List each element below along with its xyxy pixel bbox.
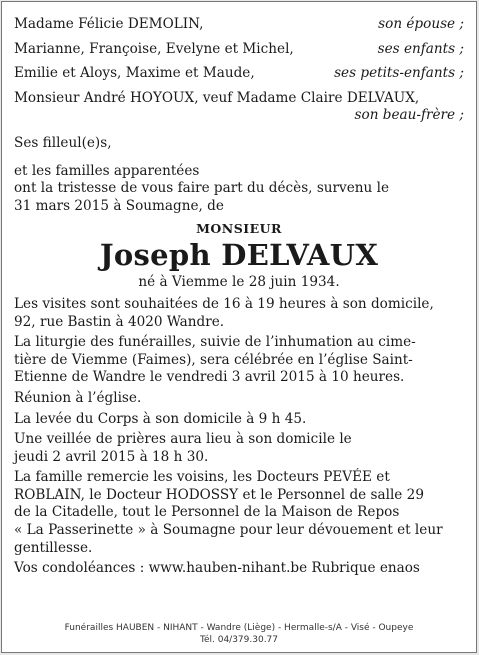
paragraph-line: La famille remercie les voisins, les Docteurs PEVÉE et xyxy=(14,469,390,486)
family-name: Monsieur André HOYOUX, veuf Madame Claire DELVAUX, xyxy=(14,89,420,106)
obituary-notice xyxy=(1,1,477,653)
funeral-home-footer xyxy=(2,622,476,646)
paragraph-thanks xyxy=(14,469,464,557)
footer-address: Funérailles HAUBEN - NIHANT - Wandre (Liège) - Hermalle-s/A - Visé - Oupeye xyxy=(64,623,414,633)
paragraph-line: Les visites sont souhaitées de 16 à 19 heures à son domicile, xyxy=(14,295,434,312)
paragraph-line: 92, rue Bastin à 4020 Wandre. xyxy=(14,313,225,330)
family-role: ses petits-enfants ; xyxy=(334,65,464,82)
paragraph-line: gentillesse. xyxy=(14,539,93,556)
deceased-birth: né à Viemme le 28 juin 1934. xyxy=(138,274,340,291)
paragraph-line: « La Passerinette » à Soumagne pour leur dévouement et leur xyxy=(14,522,443,539)
paragraph-line: ROBLAIN, le Docteur HODOSSY et le Personnel de salle 29 xyxy=(14,486,424,503)
paragraph-line: Une veillée de prières aura lieu à son domicile le xyxy=(14,431,352,448)
paragraph-departure xyxy=(14,411,464,429)
deceased-name: Joseph DELVAUX xyxy=(99,238,379,273)
family-role: son épouse ; xyxy=(378,16,464,32)
paragraph-liturgy xyxy=(14,334,464,387)
paragraph-condolences xyxy=(14,560,464,578)
relatives-line: et les familles apparentées xyxy=(14,162,200,179)
paragraph-line: Etienne de Wandre le vendredi 3 avril 2015 à 10 heures. xyxy=(14,369,405,386)
family-line-grandchildren xyxy=(14,65,464,83)
paragraph-line: tière de Viemme (Faimes), sera célébrée en l’église Saint- xyxy=(14,351,413,368)
paragraph-meeting xyxy=(14,390,464,408)
family-name: Marianne, Françoise, Evelyne et Michel, xyxy=(14,40,294,57)
paragraph-line: La liturgie des funérailles, suivie de l’inhumation au cime- xyxy=(14,334,416,351)
announcement-line: ont la tristesse de vous faire part du décès, survenu le xyxy=(14,180,390,197)
paragraph-line: La levée du Corps à son domicile à 9 h 45. xyxy=(14,410,307,427)
announcement-line: 31 mars 2015 à Soumagne, de xyxy=(14,197,224,214)
godchildren-line: Ses filleul(e)s, xyxy=(14,134,112,151)
family-role: ses enfants ; xyxy=(377,40,464,57)
footer-phone: Tél. 04/379.30.77 xyxy=(199,635,279,645)
paragraph-line: Vos condoléances : www.hauben-nihant.be Rubrique enaos xyxy=(14,560,420,577)
family-line-children xyxy=(14,41,464,59)
family-line-brother-in-law xyxy=(14,90,464,125)
notice-body xyxy=(14,16,464,581)
family-name: Madame Félicie DEMOLIN, xyxy=(14,16,204,32)
paragraph-visits xyxy=(14,296,464,331)
family-role: son beau-frère ; xyxy=(354,107,464,124)
paragraph-vigil xyxy=(14,431,464,466)
paragraph-line: Réunion à l’église. xyxy=(14,389,142,406)
paragraph-line: jeudi 2 avril 2015 à 18 h 30. xyxy=(14,448,209,465)
family-name: Emilie et Aloys, Maxime et Maude, xyxy=(14,65,255,82)
paragraph-line: de la Citadelle, tout le Personnel de la Maison de Repos xyxy=(14,504,400,521)
family-line-spouse xyxy=(14,16,464,34)
deceased-title: MONSIEUR xyxy=(196,221,282,237)
